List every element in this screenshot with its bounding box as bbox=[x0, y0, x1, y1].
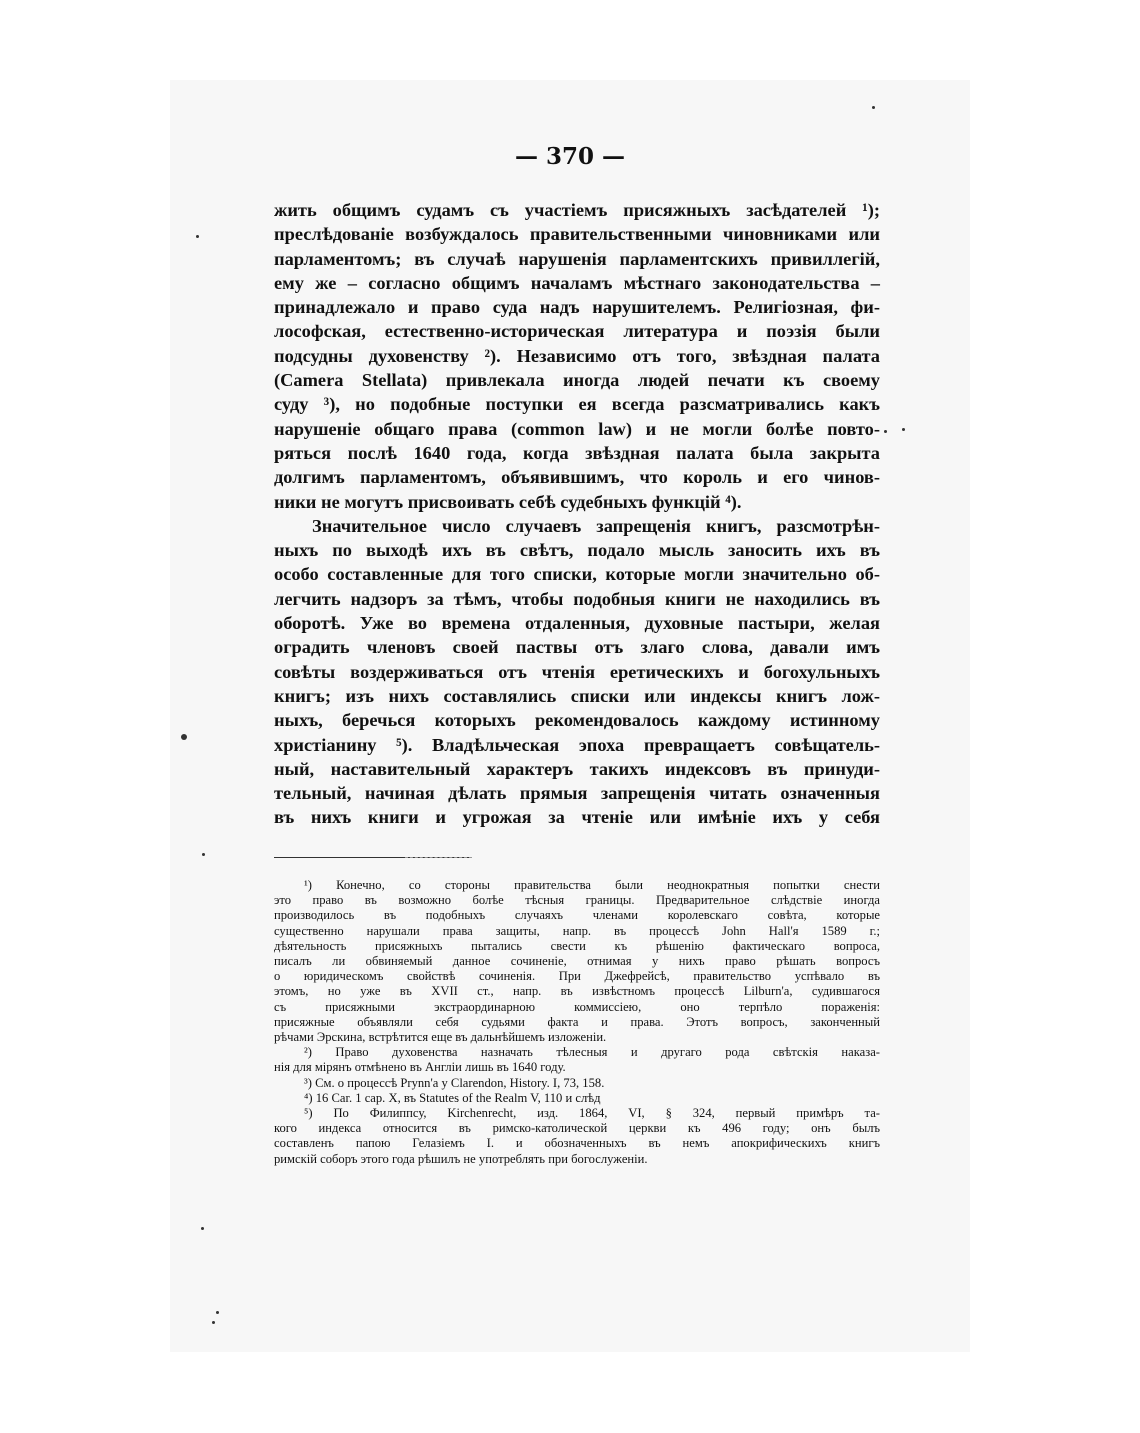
footnote-line: присяжные объявляли себя судьями факта и права. Этотъ вопросъ, законченный bbox=[274, 1014, 880, 1029]
body-line: преслѣдованіе возбуждалось правительственными чиновниками или bbox=[274, 224, 880, 245]
footnote-line: составленъ папою Гелазіемъ I. и обозначенныхъ въ немъ апокрифическихъ книгъ bbox=[274, 1136, 880, 1151]
body-line: лософская, естественно-историческая литература и поэзія были bbox=[274, 321, 880, 342]
body-text bbox=[274, 198, 880, 830]
scan-speck bbox=[181, 734, 187, 740]
body-line: нарушеніе общаго права (common law) и не могли болѣе повто- bbox=[274, 418, 880, 439]
footnote-3 bbox=[274, 1076, 880, 1091]
footnote-1 bbox=[274, 878, 880, 1045]
body-line: ныхъ по выходѣ ихъ въ свѣтъ, подало мысль заносить ихъ въ bbox=[274, 540, 880, 561]
footnote-line: нія для мірянъ отмѣнено въ Англіи лишь въ 1640 году. bbox=[274, 1060, 566, 1075]
scan-speck bbox=[201, 1227, 204, 1230]
body-line: въ нихъ книги и угрожая за чтеніе или имѣніе ихъ у себя bbox=[274, 807, 880, 828]
footnote-line: о юридическомъ свойствѣ сочиненія. При Джефрейсѣ, правительство успѣвало въ bbox=[274, 969, 880, 984]
body-line: христіанину ⁵). Владѣльческая эпоха превращаетъ совѣщатель- bbox=[274, 734, 880, 755]
footnote-4 bbox=[274, 1091, 880, 1106]
scan-speck bbox=[212, 1321, 215, 1324]
footnote-line: ⁵) По Филиппсу, Kirchenrecht, изд. 1864, VI, § 324, первый примѣръ та- bbox=[304, 1106, 880, 1121]
footnote-line: существенно нарушали права защиты, напр. въ процессѣ John Hall'я 1589 г.; bbox=[274, 923, 880, 938]
footnote-2 bbox=[274, 1045, 880, 1075]
body-line: ники не могутъ присвоивать себѣ судебныхъ функцій ⁴). bbox=[274, 491, 742, 512]
page-number: — 370 — bbox=[514, 143, 626, 170]
scan-speck bbox=[202, 853, 205, 856]
body-line: книгъ; изъ нихъ составлялись списки или индексы книгъ лож- bbox=[274, 685, 880, 706]
body-line: жить общимъ судамъ съ участіемъ присяжныхъ засѣдателей ¹); bbox=[274, 200, 880, 220]
body-line: Значительное число случаевъ запрещенія книгъ, разсмотрѣн- bbox=[312, 515, 880, 536]
footnote-line: писалъ ли обвиняемый данное сочиненіе, отнимая у нихъ право рѣшать вопросъ bbox=[274, 954, 880, 969]
footnotes bbox=[274, 878, 880, 1167]
scan-speck bbox=[196, 235, 199, 238]
footnote-5 bbox=[274, 1106, 880, 1167]
body-line: принадлежало и право суда надъ нарушителемъ. Религіозная, фи- bbox=[274, 297, 880, 318]
footnote-separator-dash bbox=[405, 857, 472, 858]
footnote-line: дѣятельность присяжныхъ пытались свести къ рѣшенію фактическаго вопроса, bbox=[274, 938, 880, 953]
body-line: ему же – согласно общимъ началамъ мѣстнаго законодательства – bbox=[274, 272, 880, 293]
footnote-line: ¹) Конечно, со стороны правительства были неоднократныя попытки снести bbox=[304, 878, 880, 892]
footnote-line: съ присяжными экстраординарною коммиссіею, оно терпѣло пораженія: bbox=[274, 999, 880, 1014]
body-line: (Camera Stellata) привлекала иногда людей печати къ своему bbox=[274, 370, 880, 391]
footnote-line: кого индекса относится въ римско-католической церкви къ 496 году; онъ былъ bbox=[274, 1121, 880, 1136]
scan-speck bbox=[872, 106, 875, 109]
body-line: особо составленные для того списки, которые могли значительно об- bbox=[274, 564, 880, 585]
scan-speck bbox=[884, 430, 887, 433]
body-line: парламентомъ; въ случаѣ нарушенія парламентскихъ привиллегій, bbox=[274, 248, 880, 269]
body-line: оборотѣ. Уже во времена отдаленныя, духовные пастыри, желая bbox=[274, 613, 880, 634]
scan-speck bbox=[216, 1311, 219, 1314]
footnote-line: ³) См. о процессѣ Prynn'а у Clarendon, History. I, 73, 158. bbox=[304, 1075, 605, 1090]
body-line: ряться послѣ 1640 года, когда звѣздная палата была закрыта bbox=[274, 442, 880, 463]
body-line: тельный, начиная дѣлать прямыя запрещенія читать означенныя bbox=[274, 783, 880, 804]
footnote-line: это право въ возможно болѣе тѣсныя границы. Предварительное слѣдствіе иногда bbox=[274, 893, 880, 908]
body-line: легчить надзоръ за тѣмъ, чтобы подобныя книги не находились въ bbox=[274, 588, 880, 609]
body-line: совѣты воздерживаться отъ чтенія еретическихъ и богохульныхъ bbox=[274, 661, 880, 682]
footnote-line: этомъ, но уже въ XVII ст., напр. въ извѣстномъ процессѣ Lilburn'а, судившагося bbox=[274, 984, 880, 999]
footnote-line: рѣчами Эрскина, встрѣтится еще въ дальнѣйшемъ изложеніи. bbox=[274, 1030, 607, 1045]
body-line: суду ³), но подобные поступки ея всегда разсматривались какъ bbox=[274, 394, 880, 415]
body-line: долгимъ парламентомъ, объявившимъ, что король и его чинов- bbox=[274, 467, 880, 488]
footnote-line: ²) Право духовенства назначать тѣлесныя и другаго рода свѣтскія наказа- bbox=[304, 1045, 880, 1060]
footnote-line: римскій соборъ этого года рѣшилъ не употреблять при богослуженіи. bbox=[274, 1151, 648, 1166]
body-line: ныхъ, беречься которыхъ рекомендовалось каждому истинному bbox=[274, 710, 880, 731]
scan-speck bbox=[902, 428, 905, 431]
body-line: подсудны духовенству ²). Независимо отъ того, звѣздная палата bbox=[274, 345, 880, 366]
body-line: оградить членовъ своей паствы отъ злаго слова, давали имъ bbox=[274, 637, 880, 658]
footnote-line: ⁴) 16 Car. 1 cap. X, въ Statutes of the Realm V, 110 и слѣд bbox=[304, 1090, 601, 1105]
body-line: ный, наставительный характеръ такихъ индексовъ въ принуди- bbox=[274, 758, 880, 779]
footnote-line: производилось въ подобныхъ случаяхъ членами королевскаго совѣта, которые bbox=[274, 908, 880, 923]
